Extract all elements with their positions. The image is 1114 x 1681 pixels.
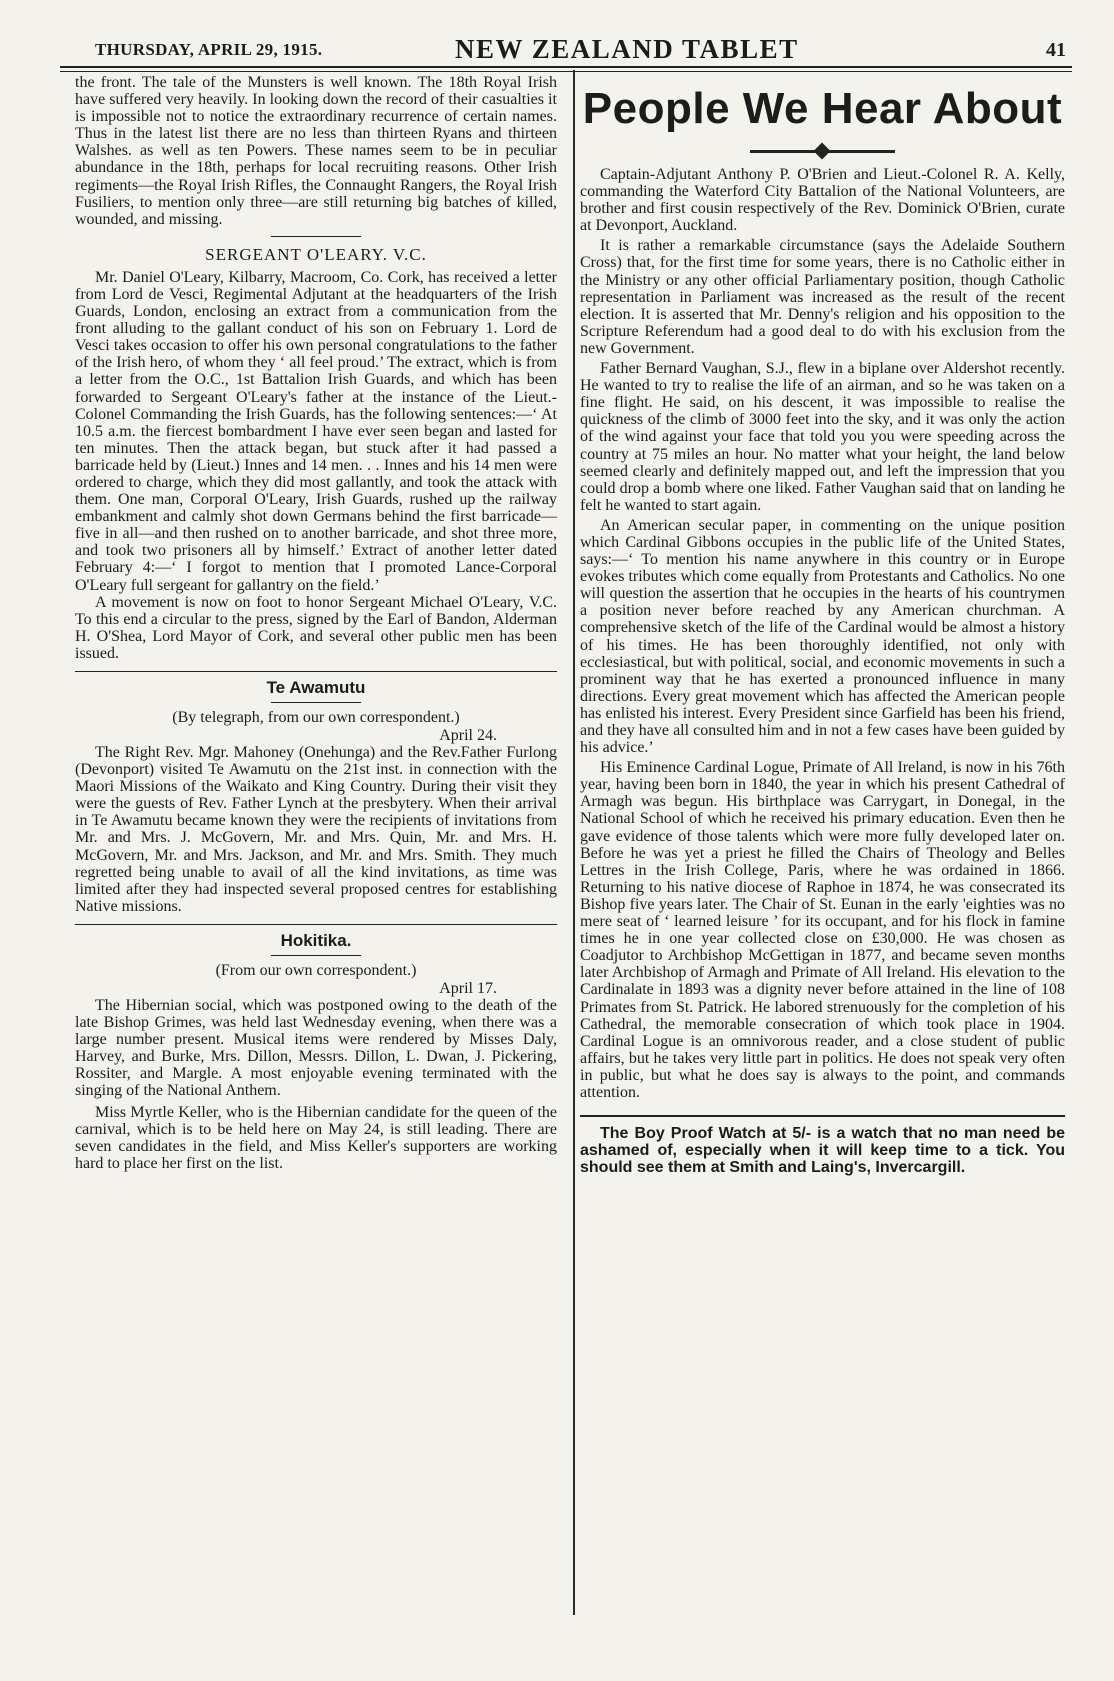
masthead (60, 34, 1072, 68)
ornament-rule (580, 136, 1065, 166)
hokitika-heading: Hokitika. (280, 930, 352, 950)
article-paragraph: Captain-Adjutant Anthony P. O'Brien and Lieut.-Colonel R. A. Kelly, commanding the Waterford City Battalion of the National Volunteers, are brother and first cousin respectively of the Rev. Dominick O'Brien, curate at Devonport, Auckland. (580, 166, 1065, 235)
article-paragraph: His Eminence Cardinal Logue, Primate of All Ireland, is now in his 76th year, having been born in 1840, the year in which his present Cathedral of Armagh was begun. His birthplace was Carrygart, in Donegal, in the National School of which he received his primary education. Even then he gave evidence of those talents which were more fully developed later on. Before he was yet a priest he filled the Chairs of Theology and Belles Lettres in the Irish College, Paris, where he was ordained in 1866. Returning to his native diocese of Raphoe in 1874, he was consecrated its Bishop five years later. The Chair of St. Eunan in the early 'eighties was no mere seat of ‘ learned leisure ’ for its occupant, and for his flock in famine times he in one year collected close on £30,000. He was chosen as Coadjutor to Archbishop McGettigan in 1877, and became seven months later Archbishop of Armagh and Primate of All Ireland. His elevation to the Cardinalate in 1893 was a dignity never before attained in the line of 108 Primates from St. Patrick. He labored strenuously for the completion of his Cathedral, the memorable consecration of which took place in 1904. Cardinal Logue is an omnivorous reader, and a close student of public affairs, but he takes very little part in politics. He does not speak very often in public, but what he does say is always to the point, and commands attention. (580, 759, 1065, 1101)
oleary-paragraph: A movement is now on foot to honor Sergeant Michael O'Leary, V.C. To this end a circular to the press, signed by the Earl of Bandon, Alderman H. O'Shea, Lord Mayor of Cork, and several other public men has been issued. (75, 593, 557, 662)
heading-underline (271, 955, 361, 956)
issue-date: THURSDAY, APRIL 29, 1915. (95, 40, 323, 59)
page-number: 41 (1046, 39, 1066, 61)
hokitika-paragraph: Miss Myrtle Keller, who is the Hibernian candidate for the queen of the carnival, which is to be held here on May 24, is still leading. There are seven candidates in the field, and Miss Keller's supporters are working hard to place her first on the list. (75, 1103, 557, 1172)
te-awamutu-date: April 24. (439, 727, 497, 744)
section-divider (271, 236, 361, 237)
article-paragraph: An American secular paper, in commenting on the unique position which Cardinal Gibbons occupies in the public life of the United States, says:—‘ To mention his name anywhere in this country or in Europe evokes tributes which come equally from Protestants and Catholics. No one will question the assertion that he occupies in the hearts of his countrymen a position never before reached by any American churchman. A comprehensive sketch of the life of the Cardinal would be almost a history of his times. He has been thoroughly identified, not only with ecclesiastical, but with political, social, and economic movements in such a prominent way that he has exerted a pronounced influence in many directions. Every great movement which has affected the American people has enlisted his interest. Every President since Garfield has been his friend, and they have all consulted him and in not a few cases have been guided by his advice.’ (580, 516, 1065, 757)
section-divider (580, 1115, 1065, 1117)
publication-title: NEW ZEALAND TABLET (455, 34, 799, 64)
section-title: People We Hear About (582, 84, 1063, 133)
right-column (580, 74, 1065, 1176)
left-column (75, 74, 557, 1172)
te-awamutu-heading: Te Awamutu (266, 678, 366, 697)
te-awamutu-body: The Right Rev. Mgr. Mahoney (Onehunga) and the Rev.Father Furlong (Devonport) visited Te Awamutu on the 21st inst. in connection with the Maori Missions of the Waikato and King Country. During their visit they were the guests of Rev. Father Lynch at the presbytery. When their arrival in Te Awamutu became known they were the recipients of invitations from Mr. and Mrs. J. McGovern, Mr. and Mrs. Quin, Mr. and Mrs. H. McGovern, Mr. and Mrs. Jackson, and Mr. and Mrs. Smith. They much regretted being unable to avail of all the kind invitations, as time was limited after they had inspected several proposed centres for establishing Native missions. (75, 744, 557, 915)
oleary-paragraph: Mr. Daniel O'Leary, Kilbarry, Macroom, Co. Cork, has received a letter from Lord de Vesci, Regimental Adjutant at the headquarters of the Irish Guards, London, enclosing an extract from a communication from the front alluding to the gallant conduct of his son on February 1. Lord de Vesci takes occasion to offer his own personal congratulations to the father of the Irish hero, of whom they ‘ all feel proud.’ The extract, which is from a letter from the O.C., 1st Battalion Irish Guards, and which has been forwarded to Sergeant O'Leary's father at the instance of the Lieut.-Colonel Commanding the Irish Guards, has the following sentences:—‘ At 10.5 a.m. the fiercest bombardment I have ever seen began and lasted for ten minutes. Then the attack began, but stuck after it had passed a barricade held by (Lieut.) Innes and 14 men. . . Innes and his 14 men were ordered to charge, which they did most gallantly, and took the attack with them. One man, Corporal O'Leary, Irish Guards, rushed up the railway embankment and calmly shot down Germans behind the first barricade—five in all—and then rushed on to another barricade, and shot three more, and took two prisoners all by himself.’ Extract of another letter dated February 4:—‘ I forgot to mention that I promoted Lance-Corporal O'Leary full sergeant for gallantry on the field.’ (75, 268, 557, 594)
section-divider (75, 924, 557, 925)
te-awamutu-source: (By telegraph, from our own correspondent.) (172, 709, 460, 726)
hokitika-date: April 17. (439, 979, 497, 997)
hokitika-paragraph: The Hibernian social, which was postponed owing to the death of the late Bishop Grimes, was held last Wednesday evening, when there was a large number present. Musical items were rendered by Misses Daly, Harvey, and Burke, Mrs. Dillon, Messrs. Dillon, L. Dwan, J. Pickering, Rossiter, and Margle. A most enjoyable evening terminated with the singing of the National Anthem. (75, 996, 557, 1100)
continued-paragraph: the front. The tale of the Munsters is well known. The 18th Royal Irish have suffered very heavily. In looking down the record of their casualties it is impossible not to notice the extraordinary recurrence of certain names. Thus in the latest list there are no less than thirteen Ryans and thirteen Walshes. as well as ten Powers. These names seem to be in peculiar abundance in the 18th, perhaps for local recruiting reasons. Other Irish regiments—the Royal Irish Rifles, the Connaught Rangers, the Royal Irish Fusiliers, to mention only three—are still returning big batches of killed, wounded, and missing. (75, 74, 557, 228)
section-divider (75, 671, 557, 672)
article-paragraph: It is rather a remarkable circumstance (says the Adelaide Southern Cross) that, for the first time for some years, there is no Catholic either in the Ministry or any other official Parliamentary position, though Catholic representation in Parliament was increased as the result of the recent election. It is asserted that Mr. Denny's religion and his opposition to the Scripture Referendum had a good deal to do with his exclusion from the new Government. (580, 237, 1065, 357)
column-divider (573, 70, 575, 1615)
article-paragraph: Father Bernard Vaughan, S.J., flew in a biplane over Aldershot recently. He wanted to try to realise the life of an airman, and so he was taken on a fine flight. He said, on his descent, it was impossible to realise the quickness of the climb of 3000 feet into the sky, and it was only the action of the wind against your face that told you you were speeding across the country at 75 miles an hour. No matter what your height, the land below seemed clearly and definitely mapped out, and left the impression that you could drop a bomb where one liked. Father Vaughan said that on landing he felt he wanted to start again. (580, 360, 1065, 514)
oleary-heading: SERGEANT O'LEARY. V.C. (205, 244, 427, 264)
heading-underline (271, 702, 361, 703)
hokitika-source: (From our own correspondent.) (215, 961, 417, 979)
advertisement: The Boy Proof Watch at 5/- is a watch that no man need be ashamed of, especially when it will keep time to a tick. You should see them at Smith and Laing's, Invercargill. (580, 1125, 1065, 1177)
